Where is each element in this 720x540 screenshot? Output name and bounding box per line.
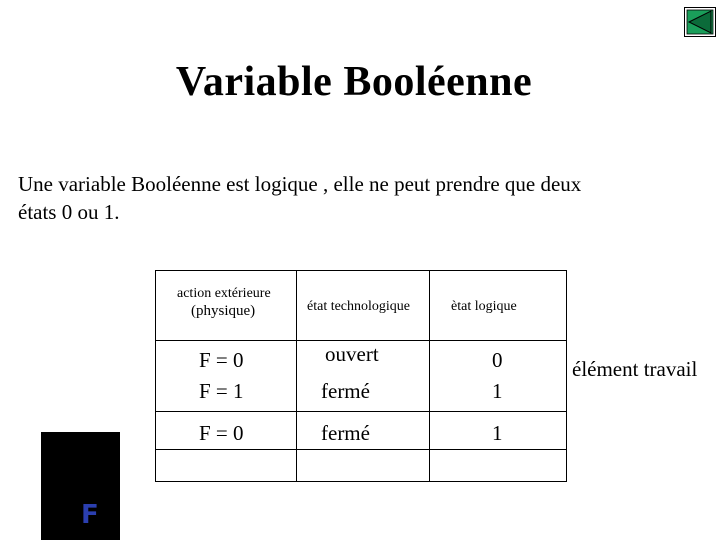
header-logic: ètat logique — [451, 299, 517, 314]
row2-action-1: F = 0 — [199, 421, 244, 445]
prev-arrow-icon — [684, 7, 716, 37]
header-action-line-1: action extérieure — [177, 286, 271, 301]
switch-graphic — [41, 432, 120, 540]
graphic-letter: F — [81, 500, 99, 530]
truth-table — [155, 270, 567, 482]
row1-logic-1: 0 — [492, 348, 503, 372]
page-title: Variable Booléenne — [175, 59, 533, 105]
row1-tech-2: fermé — [321, 379, 370, 403]
header-action-line-2: (physique) — [191, 303, 256, 319]
previous-slide-button[interactable] — [684, 7, 716, 37]
row1-logic-2: 1 — [492, 379, 503, 403]
description-paragraph — [18, 170, 698, 226]
row2-tech-1: fermé — [321, 421, 370, 445]
paragraph-line-1: Une variable Booléenne est logique , elle ne peut prendre que deux — [18, 172, 582, 196]
row1-action-1: F = 0 — [199, 348, 244, 372]
row2-logic-1: 1 — [492, 421, 503, 445]
header-tech: état technologique — [307, 299, 411, 314]
side-label: élément travail — [572, 357, 698, 381]
paragraph-line-2: états 0 ou 1. — [18, 200, 120, 224]
row1-action-2: F = 1 — [199, 379, 244, 403]
row1-tech-1: ouvert — [325, 342, 379, 366]
